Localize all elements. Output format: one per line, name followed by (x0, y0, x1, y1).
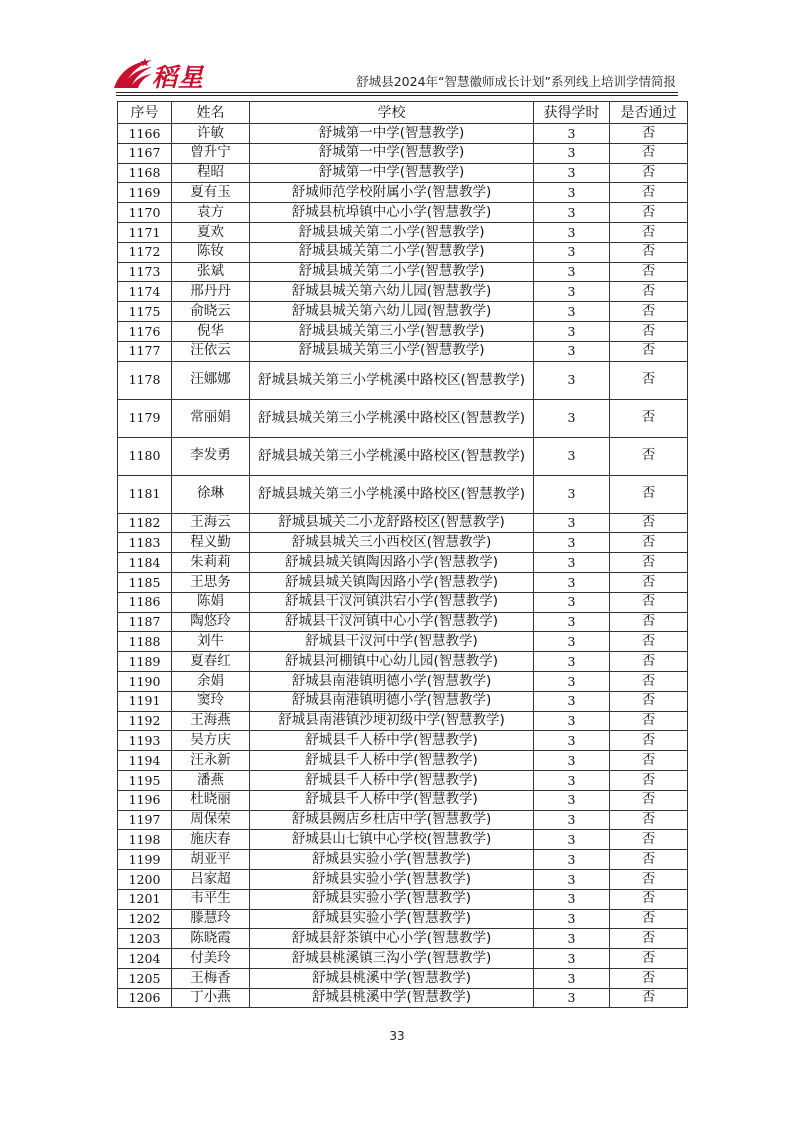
cell-school: 舒城县城关第二小学(智慧教学) (250, 242, 534, 262)
cell-school: 舒城县城关第三小学桃溪中路校区(智慧教学) (250, 361, 534, 399)
cell-school: 舒城县千人桥中学(智慧教学) (250, 731, 534, 751)
cell-number: 1178 (118, 361, 172, 399)
cell-hours: 3 (534, 731, 610, 751)
cell-school: 舒城第一中学(智慧教学) (250, 124, 534, 144)
cell-number: 1189 (118, 652, 172, 672)
table-row (118, 282, 688, 302)
table-row (118, 572, 688, 592)
cell-name: 程义勤 (172, 533, 250, 553)
cell-school: 舒城县舒茶镇中心小学(智慧教学) (250, 929, 534, 949)
cell-hours: 3 (534, 282, 610, 302)
cell-passed: 否 (610, 222, 688, 242)
cell-school: 舒城县千人桥中学(智慧教学) (250, 770, 534, 790)
cell-number: 1184 (118, 553, 172, 573)
cell-hours: 3 (534, 572, 610, 592)
cell-passed: 否 (610, 711, 688, 731)
cell-number: 1196 (118, 790, 172, 810)
cell-number: 1204 (118, 949, 172, 969)
cell-name: 王海云 (172, 513, 250, 533)
cell-school: 舒城县实验小学(智慧教学) (250, 850, 534, 870)
cell-hours: 3 (534, 612, 610, 632)
cell-passed: 否 (610, 124, 688, 144)
cell-school: 舒城县城关第二小学(智慧教学) (250, 262, 534, 282)
cell-name: 刘牛 (172, 632, 250, 652)
cell-number: 1198 (118, 830, 172, 850)
cell-passed: 否 (610, 203, 688, 223)
cell-school: 舒城县实验小学(智慧教学) (250, 909, 534, 929)
cell-name: 常丽娟 (172, 399, 250, 437)
cell-hours: 3 (534, 830, 610, 850)
cell-number: 1177 (118, 341, 172, 361)
cell-number: 1192 (118, 711, 172, 731)
cell-hours: 3 (534, 533, 610, 553)
cell-hours: 3 (534, 671, 610, 691)
cell-passed: 否 (610, 183, 688, 203)
cell-school: 舒城县阙店乡杜店中学(智慧教学) (250, 810, 534, 830)
cell-school: 舒城县干汊河镇洪宕小学(智慧教学) (250, 592, 534, 612)
cell-number: 1193 (118, 731, 172, 751)
cell-name: 陶悠玲 (172, 612, 250, 632)
cell-number: 1195 (118, 770, 172, 790)
cell-number: 1200 (118, 869, 172, 889)
cell-number: 1188 (118, 632, 172, 652)
cell-name: 汪永新 (172, 751, 250, 771)
cell-number: 1174 (118, 282, 172, 302)
table-row (118, 869, 688, 889)
cell-school: 舒城县城关二小龙舒路校区(智慧教学) (250, 513, 534, 533)
cell-passed: 否 (610, 731, 688, 751)
cell-name: 陈钕 (172, 242, 250, 262)
table-row (118, 262, 688, 282)
cell-passed: 否 (610, 909, 688, 929)
table-row (118, 399, 688, 437)
cell-passed: 否 (610, 143, 688, 163)
cell-number: 1175 (118, 302, 172, 322)
cell-hours: 3 (534, 361, 610, 399)
column-header-hours: 获得学时 (534, 102, 610, 124)
table-body (118, 124, 688, 1008)
cell-hours: 3 (534, 183, 610, 203)
column-header-school: 学校 (250, 102, 534, 124)
cell-passed: 否 (610, 988, 688, 1008)
table-row (118, 691, 688, 711)
cell-school: 舒城县实验小学(智慧教学) (250, 869, 534, 889)
table-row (118, 770, 688, 790)
table-row (118, 475, 688, 513)
cell-number: 1179 (118, 399, 172, 437)
cell-number: 1176 (118, 321, 172, 341)
logo-swoosh-icon (112, 56, 154, 90)
cell-passed: 否 (610, 612, 688, 632)
cell-hours: 3 (534, 711, 610, 731)
cell-school: 舒城县河棚镇中心幼儿园(智慧教学) (250, 652, 534, 672)
cell-passed: 否 (610, 282, 688, 302)
cell-school: 舒城县南港镇明德小学(智慧教学) (250, 671, 534, 691)
cell-passed: 否 (610, 632, 688, 652)
cell-name: 倪华 (172, 321, 250, 341)
table-row (118, 889, 688, 909)
cell-number: 1186 (118, 592, 172, 612)
table-row (118, 361, 688, 399)
cell-number: 1202 (118, 909, 172, 929)
cell-hours: 3 (534, 399, 610, 437)
cell-hours: 3 (534, 790, 610, 810)
cell-number: 1182 (118, 513, 172, 533)
cell-passed: 否 (610, 810, 688, 830)
cell-hours: 3 (534, 691, 610, 711)
cell-hours: 3 (534, 869, 610, 889)
cell-hours: 3 (534, 949, 610, 969)
cell-hours: 3 (534, 751, 610, 771)
table-row (118, 850, 688, 870)
cell-hours: 3 (534, 592, 610, 612)
cell-passed: 否 (610, 850, 688, 870)
cell-name: 吕家超 (172, 869, 250, 889)
cell-hours: 3 (534, 203, 610, 223)
cell-number: 1206 (118, 988, 172, 1008)
table-row (118, 751, 688, 771)
cell-passed: 否 (610, 572, 688, 592)
cell-hours: 3 (534, 909, 610, 929)
table-row (118, 790, 688, 810)
table-row (118, 242, 688, 262)
cell-hours: 3 (534, 553, 610, 573)
cell-school: 舒城师范学校附属小学(智慧教学) (250, 183, 534, 203)
cell-name: 王海燕 (172, 711, 250, 731)
cell-passed: 否 (610, 592, 688, 612)
table-row (118, 183, 688, 203)
cell-school: 舒城县千人桥中学(智慧教学) (250, 790, 534, 810)
cell-number: 1199 (118, 850, 172, 870)
cell-passed: 否 (610, 513, 688, 533)
table-row (118, 612, 688, 632)
cell-name: 王思务 (172, 572, 250, 592)
cell-hours: 3 (534, 810, 610, 830)
cell-hours: 3 (534, 341, 610, 361)
table-row (118, 321, 688, 341)
cell-number: 1167 (118, 143, 172, 163)
cell-name: 汪娜娜 (172, 361, 250, 399)
cell-passed: 否 (610, 869, 688, 889)
cell-hours: 3 (534, 143, 610, 163)
table-row (118, 222, 688, 242)
logo-text: 稻星 (152, 63, 205, 92)
cell-school: 舒城县城关第三小学(智慧教学) (250, 321, 534, 341)
cell-passed: 否 (610, 691, 688, 711)
cell-school: 舒城县城关镇陶因路小学(智慧教学) (250, 553, 534, 573)
cell-passed: 否 (610, 790, 688, 810)
table-row (118, 968, 688, 988)
cell-hours: 3 (534, 929, 610, 949)
table-row (118, 302, 688, 322)
cell-passed: 否 (610, 889, 688, 909)
cell-number: 1187 (118, 612, 172, 632)
table-row (118, 124, 688, 144)
cell-name: 杜晓丽 (172, 790, 250, 810)
cell-passed: 否 (610, 361, 688, 399)
table-row (118, 671, 688, 691)
cell-school: 舒城第一中学(智慧教学) (250, 163, 534, 183)
cell-name: 李发勇 (172, 437, 250, 475)
training-roster-table (117, 101, 688, 1008)
cell-passed: 否 (610, 949, 688, 969)
cell-name: 夏有玉 (172, 183, 250, 203)
cell-passed: 否 (610, 437, 688, 475)
column-header-name: 姓名 (172, 102, 250, 124)
cell-hours: 3 (534, 988, 610, 1008)
cell-name: 周保荣 (172, 810, 250, 830)
cell-number: 1173 (118, 262, 172, 282)
cell-name: 徐琳 (172, 475, 250, 513)
cell-school: 舒城县城关第六幼儿园(智慧教学) (250, 302, 534, 322)
cell-school: 舒城县城关第三小学桃溪中路校区(智慧教学) (250, 475, 534, 513)
cell-number: 1171 (118, 222, 172, 242)
cell-passed: 否 (610, 553, 688, 573)
cell-school: 舒城县城关第三小学桃溪中路校区(智慧教学) (250, 437, 534, 475)
cell-school: 舒城县城关第三小学(智慧教学) (250, 341, 534, 361)
page-number: 33 (389, 1029, 405, 1043)
table-row (118, 830, 688, 850)
cell-hours: 3 (534, 222, 610, 242)
cell-hours: 3 (534, 889, 610, 909)
table-row (118, 553, 688, 573)
cell-passed: 否 (610, 163, 688, 183)
cell-number: 1183 (118, 533, 172, 553)
table-row (118, 341, 688, 361)
cell-school: 舒城县杭埠镇中心小学(智慧教学) (250, 203, 534, 223)
cell-number: 1180 (118, 437, 172, 475)
cell-school: 舒城县城关镇陶因路小学(智慧教学) (250, 572, 534, 592)
table-row (118, 203, 688, 223)
cell-name: 胡亚平 (172, 850, 250, 870)
cell-hours: 3 (534, 124, 610, 144)
cell-passed: 否 (610, 533, 688, 553)
cell-school: 舒城县桃溪中学(智慧教学) (250, 988, 534, 1008)
cell-name: 程昭 (172, 163, 250, 183)
cell-name: 陈娟 (172, 592, 250, 612)
cell-name: 付美玲 (172, 949, 250, 969)
cell-name: 朱莉莉 (172, 553, 250, 573)
cell-hours: 3 (534, 475, 610, 513)
cell-school: 舒城县南港镇沙埂初级中学(智慧教学) (250, 711, 534, 731)
cell-number: 1170 (118, 203, 172, 223)
cell-number: 1181 (118, 475, 172, 513)
cell-number: 1166 (118, 124, 172, 144)
cell-school: 舒城县山七镇中心学校(智慧教学) (250, 830, 534, 850)
table-row (118, 513, 688, 533)
cell-name: 俞晓云 (172, 302, 250, 322)
table-header-row (118, 102, 688, 124)
cell-passed: 否 (610, 475, 688, 513)
cell-number: 1168 (118, 163, 172, 183)
cell-school: 舒城县城关第六幼儿园(智慧教学) (250, 282, 534, 302)
table-row (118, 437, 688, 475)
cell-name: 邢丹丹 (172, 282, 250, 302)
cell-name: 汪依云 (172, 341, 250, 361)
table-row (118, 731, 688, 751)
cell-name: 曾升宁 (172, 143, 250, 163)
cell-number: 1201 (118, 889, 172, 909)
column-header-passed: 是否通过 (610, 102, 688, 124)
cell-name: 王梅香 (172, 968, 250, 988)
cell-passed: 否 (610, 341, 688, 361)
cell-name: 滕慧玲 (172, 909, 250, 929)
cell-hours: 3 (534, 437, 610, 475)
cell-hours: 3 (534, 321, 610, 341)
cell-passed: 否 (610, 830, 688, 850)
cell-name: 施庆春 (172, 830, 250, 850)
table-row (118, 929, 688, 949)
cell-school: 舒城县桃溪中学(智慧教学) (250, 968, 534, 988)
cell-school: 舒城第一中学(智慧教学) (250, 143, 534, 163)
cell-passed: 否 (610, 242, 688, 262)
cell-school: 舒城县桃溪镇三沟小学(智慧教学) (250, 949, 534, 969)
cell-name: 夏欢 (172, 222, 250, 242)
cell-name: 韦平生 (172, 889, 250, 909)
table-row (118, 949, 688, 969)
cell-passed: 否 (610, 929, 688, 949)
cell-number: 1197 (118, 810, 172, 830)
cell-passed: 否 (610, 968, 688, 988)
cell-school: 舒城县实验小学(智慧教学) (250, 889, 534, 909)
cell-name: 陈晓霞 (172, 929, 250, 949)
cell-name: 窦玲 (172, 691, 250, 711)
cell-name: 吴方庆 (172, 731, 250, 751)
cell-school: 舒城县城关三小西校区(智慧教学) (250, 533, 534, 553)
cell-school: 舒城县南港镇明德小学(智慧教学) (250, 691, 534, 711)
cell-hours: 3 (534, 262, 610, 282)
table-row (118, 652, 688, 672)
cell-hours: 3 (534, 770, 610, 790)
table-row (118, 143, 688, 163)
table-row (118, 592, 688, 612)
cell-school: 舒城县城关第三小学桃溪中路校区(智慧教学) (250, 399, 534, 437)
cell-name: 余娟 (172, 671, 250, 691)
table-row (118, 632, 688, 652)
cell-number: 1191 (118, 691, 172, 711)
cell-name: 夏春红 (172, 652, 250, 672)
cell-number: 1194 (118, 751, 172, 771)
cell-name: 潘燕 (172, 770, 250, 790)
document-header-title: 舒城县2024年“智慧徽师成长计划”系列线上培训学情简报 (356, 74, 676, 89)
cell-passed: 否 (610, 751, 688, 771)
table-row (118, 533, 688, 553)
cell-hours: 3 (534, 513, 610, 533)
cell-name: 许敏 (172, 124, 250, 144)
cell-school: 舒城县干汊河镇中心小学(智慧教学) (250, 612, 534, 632)
cell-hours: 3 (534, 850, 610, 870)
table-row (118, 810, 688, 830)
cell-number: 1190 (118, 671, 172, 691)
cell-school: 舒城县城关第二小学(智慧教学) (250, 222, 534, 242)
cell-hours: 3 (534, 163, 610, 183)
brand-logo (112, 56, 208, 90)
cell-passed: 否 (610, 302, 688, 322)
cell-hours: 3 (534, 242, 610, 262)
cell-school: 舒城县干汊河中学(智慧教学) (250, 632, 534, 652)
cell-passed: 否 (610, 262, 688, 282)
cell-school: 舒城县千人桥中学(智慧教学) (250, 751, 534, 771)
cell-number: 1203 (118, 929, 172, 949)
cell-passed: 否 (610, 652, 688, 672)
cell-passed: 否 (610, 671, 688, 691)
cell-name: 丁小燕 (172, 988, 250, 1008)
table-row (118, 711, 688, 731)
cell-name: 张斌 (172, 262, 250, 282)
column-header-number: 序号 (118, 102, 172, 124)
table-row (118, 909, 688, 929)
cell-hours: 3 (534, 302, 610, 322)
cell-number: 1205 (118, 968, 172, 988)
cell-number: 1185 (118, 572, 172, 592)
cell-passed: 否 (610, 399, 688, 437)
table-row (118, 163, 688, 183)
cell-passed: 否 (610, 321, 688, 341)
table-row (118, 988, 688, 1008)
cell-number: 1169 (118, 183, 172, 203)
cell-hours: 3 (534, 652, 610, 672)
cell-hours: 3 (534, 968, 610, 988)
cell-hours: 3 (534, 632, 610, 652)
cell-passed: 否 (610, 770, 688, 790)
cell-name: 袁方 (172, 203, 250, 223)
header-divider (116, 92, 678, 96)
cell-number: 1172 (118, 242, 172, 262)
